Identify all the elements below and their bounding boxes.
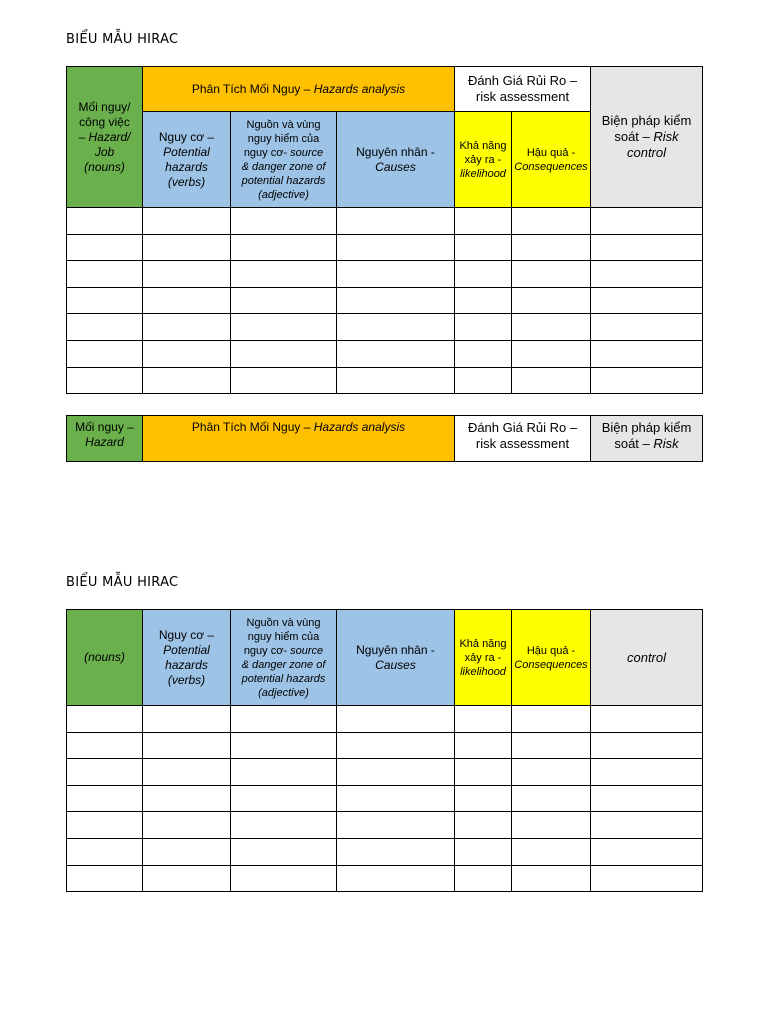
table-cell[interactable] (143, 340, 231, 367)
table-cell[interactable] (337, 706, 455, 733)
table-cell[interactable] (67, 314, 143, 341)
risk-assessment-header: Đánh Giá Rủi Ro – risk assessment (455, 67, 591, 112)
table-row (67, 838, 703, 865)
table-cell[interactable] (231, 287, 337, 314)
table-cell[interactable] (231, 812, 337, 839)
table-cell[interactable] (67, 287, 143, 314)
document-title-2: BIỂU MẪU HIRAC (66, 575, 179, 590)
likelihood-header: Khả năng xảy ra - likelihood (455, 610, 512, 706)
table-cell[interactable] (455, 732, 512, 759)
table-cell[interactable] (591, 865, 703, 892)
table-cell[interactable] (143, 314, 231, 341)
table-cell[interactable] (67, 706, 143, 733)
table-cell[interactable] (67, 759, 143, 786)
table-cell[interactable] (143, 759, 231, 786)
table-cell[interactable] (512, 234, 591, 261)
table-row (67, 367, 703, 394)
table-cell[interactable] (591, 367, 703, 394)
table-cell[interactable] (591, 812, 703, 839)
table-row (67, 759, 703, 786)
table-cell[interactable] (455, 706, 512, 733)
table-cell[interactable] (337, 287, 455, 314)
table-cell[interactable] (512, 287, 591, 314)
table-cell[interactable] (455, 812, 512, 839)
table-row (67, 865, 703, 892)
table-cell[interactable] (143, 785, 231, 812)
table-cell[interactable] (67, 367, 143, 394)
table-cell[interactable] (67, 261, 143, 288)
table-cell[interactable] (455, 865, 512, 892)
table-row (67, 732, 703, 759)
table-cell[interactable] (67, 340, 143, 367)
hazard-job-header: Mối nguy/ công việc – Hazard/ Job (nouns) (67, 67, 143, 208)
document-title-1: BIỂU MẪU HIRAC (66, 32, 179, 47)
table-cell[interactable] (231, 314, 337, 341)
table-cell[interactable] (231, 208, 337, 235)
table-cell[interactable] (512, 812, 591, 839)
table-row (67, 234, 703, 261)
table-cell[interactable] (455, 234, 512, 261)
table-cell[interactable] (455, 759, 512, 786)
table-cell[interactable] (512, 261, 591, 288)
table-cell[interactable] (591, 785, 703, 812)
table-row (67, 287, 703, 314)
table-cell[interactable] (143, 367, 231, 394)
table-cell[interactable] (231, 706, 337, 733)
table-cell[interactable] (337, 812, 455, 839)
hazards-analysis-header: Phân Tích Mối Nguy – Hazards analysis (143, 416, 455, 462)
table-row (67, 208, 703, 235)
table-cell[interactable] (67, 785, 143, 812)
table-cell[interactable] (512, 706, 591, 733)
table-cell[interactable] (455, 785, 512, 812)
table-cell[interactable] (67, 732, 143, 759)
causes-header: Nguyên nhân - Causes (337, 610, 455, 706)
table-cell[interactable] (591, 287, 703, 314)
table-cell[interactable] (231, 234, 337, 261)
table-cell[interactable] (231, 838, 337, 865)
table-cell[interactable] (337, 208, 455, 235)
table-row (67, 706, 703, 733)
table-cell[interactable] (337, 838, 455, 865)
table-cell[interactable] (337, 785, 455, 812)
table-cell[interactable] (512, 367, 591, 394)
table-cell[interactable] (512, 208, 591, 235)
table-cell[interactable] (591, 314, 703, 341)
risk-assessment-header: Đánh Giá Rủi Ro – risk assessment (455, 416, 591, 462)
table-row (67, 340, 703, 367)
table-cell[interactable] (67, 208, 143, 235)
table-cell[interactable] (143, 838, 231, 865)
consequences-header: Hậu quả - Consequences (512, 112, 591, 208)
table-cell[interactable] (231, 261, 337, 288)
table-cell[interactable] (143, 234, 231, 261)
table-cell[interactable] (231, 732, 337, 759)
nouns-header: (nouns) (67, 610, 143, 706)
table-cell[interactable] (455, 340, 512, 367)
table-row (67, 785, 703, 812)
hazards-analysis-header: Phân Tích Mối Nguy – Hazards analysis (143, 67, 455, 112)
table-cell[interactable] (231, 340, 337, 367)
table-cell[interactable] (591, 234, 703, 261)
table-cell[interactable] (455, 287, 512, 314)
table-cell[interactable] (512, 759, 591, 786)
table-cell[interactable] (231, 785, 337, 812)
source-danger-zone-header: Nguồn và vùng nguy hiểm của nguy cơ- source & danger zone of potential hazards (adjective) (231, 610, 337, 706)
table-cell[interactable] (337, 865, 455, 892)
table-cell[interactable] (512, 838, 591, 865)
table-cell[interactable] (337, 234, 455, 261)
table-cell[interactable] (591, 340, 703, 367)
table-cell[interactable] (512, 785, 591, 812)
hirac-table-3 (66, 609, 703, 892)
table-cell[interactable] (455, 367, 512, 394)
table-cell[interactable] (591, 759, 703, 786)
table-cell[interactable] (143, 812, 231, 839)
control-header: control (591, 610, 703, 706)
table-cell[interactable] (337, 732, 455, 759)
risk-control-header: Biện pháp kiểm soát – Risk (591, 416, 703, 462)
potential-hazards-header: Nguy cơ – Potential hazards (verbs) (143, 112, 231, 208)
source-danger-zone-header: Nguồn và vùng nguy hiểm của nguy cơ- source & danger zone of potential hazards (adjective) (231, 112, 337, 208)
table-cell[interactable] (143, 287, 231, 314)
table-cell[interactable] (337, 759, 455, 786)
consequences-header: Hậu quả - Consequences (512, 610, 591, 706)
table-cell[interactable] (337, 367, 455, 394)
table-row (67, 314, 703, 341)
likelihood-header: Khả năng xảy ra - likelihood (455, 112, 512, 208)
table-cell[interactable] (591, 208, 703, 235)
table-cell[interactable] (143, 706, 231, 733)
table-cell[interactable] (67, 865, 143, 892)
table-row (67, 261, 703, 288)
table-cell[interactable] (143, 865, 231, 892)
table-cell[interactable] (67, 234, 143, 261)
causes-header: Nguyên nhân - Causes (337, 112, 455, 208)
table-cell[interactable] (143, 261, 231, 288)
table-cell[interactable] (337, 261, 455, 288)
potential-hazards-header: Nguy cơ – Potential hazards (verbs) (143, 610, 231, 706)
table-row (67, 812, 703, 839)
table-cell[interactable] (67, 838, 143, 865)
table-cell[interactable] (455, 314, 512, 341)
table-cell[interactable] (455, 838, 512, 865)
table-cell[interactable] (512, 865, 591, 892)
table-cell[interactable] (143, 208, 231, 235)
table-cell[interactable] (455, 261, 512, 288)
table-cell[interactable] (337, 340, 455, 367)
table-cell[interactable] (512, 340, 591, 367)
table-cell[interactable] (591, 261, 703, 288)
hirac-table-1 (66, 66, 703, 394)
hirac-table-2 (66, 415, 703, 462)
table-cell[interactable] (231, 759, 337, 786)
table-cell[interactable] (591, 838, 703, 865)
table-cell[interactable] (591, 732, 703, 759)
table-cell[interactable] (591, 706, 703, 733)
table-cell[interactable] (512, 732, 591, 759)
table-cell[interactable] (231, 865, 337, 892)
risk-control-header: Biện pháp kiểm soát – Risk control (591, 67, 703, 208)
table-cell[interactable] (455, 208, 512, 235)
hazard-header: Mối nguy – Hazard (67, 416, 143, 462)
table-cell[interactable] (143, 732, 231, 759)
table-cell[interactable] (231, 367, 337, 394)
table-cell[interactable] (337, 314, 455, 341)
table-cell[interactable] (512, 314, 591, 341)
table-cell[interactable] (67, 812, 143, 839)
